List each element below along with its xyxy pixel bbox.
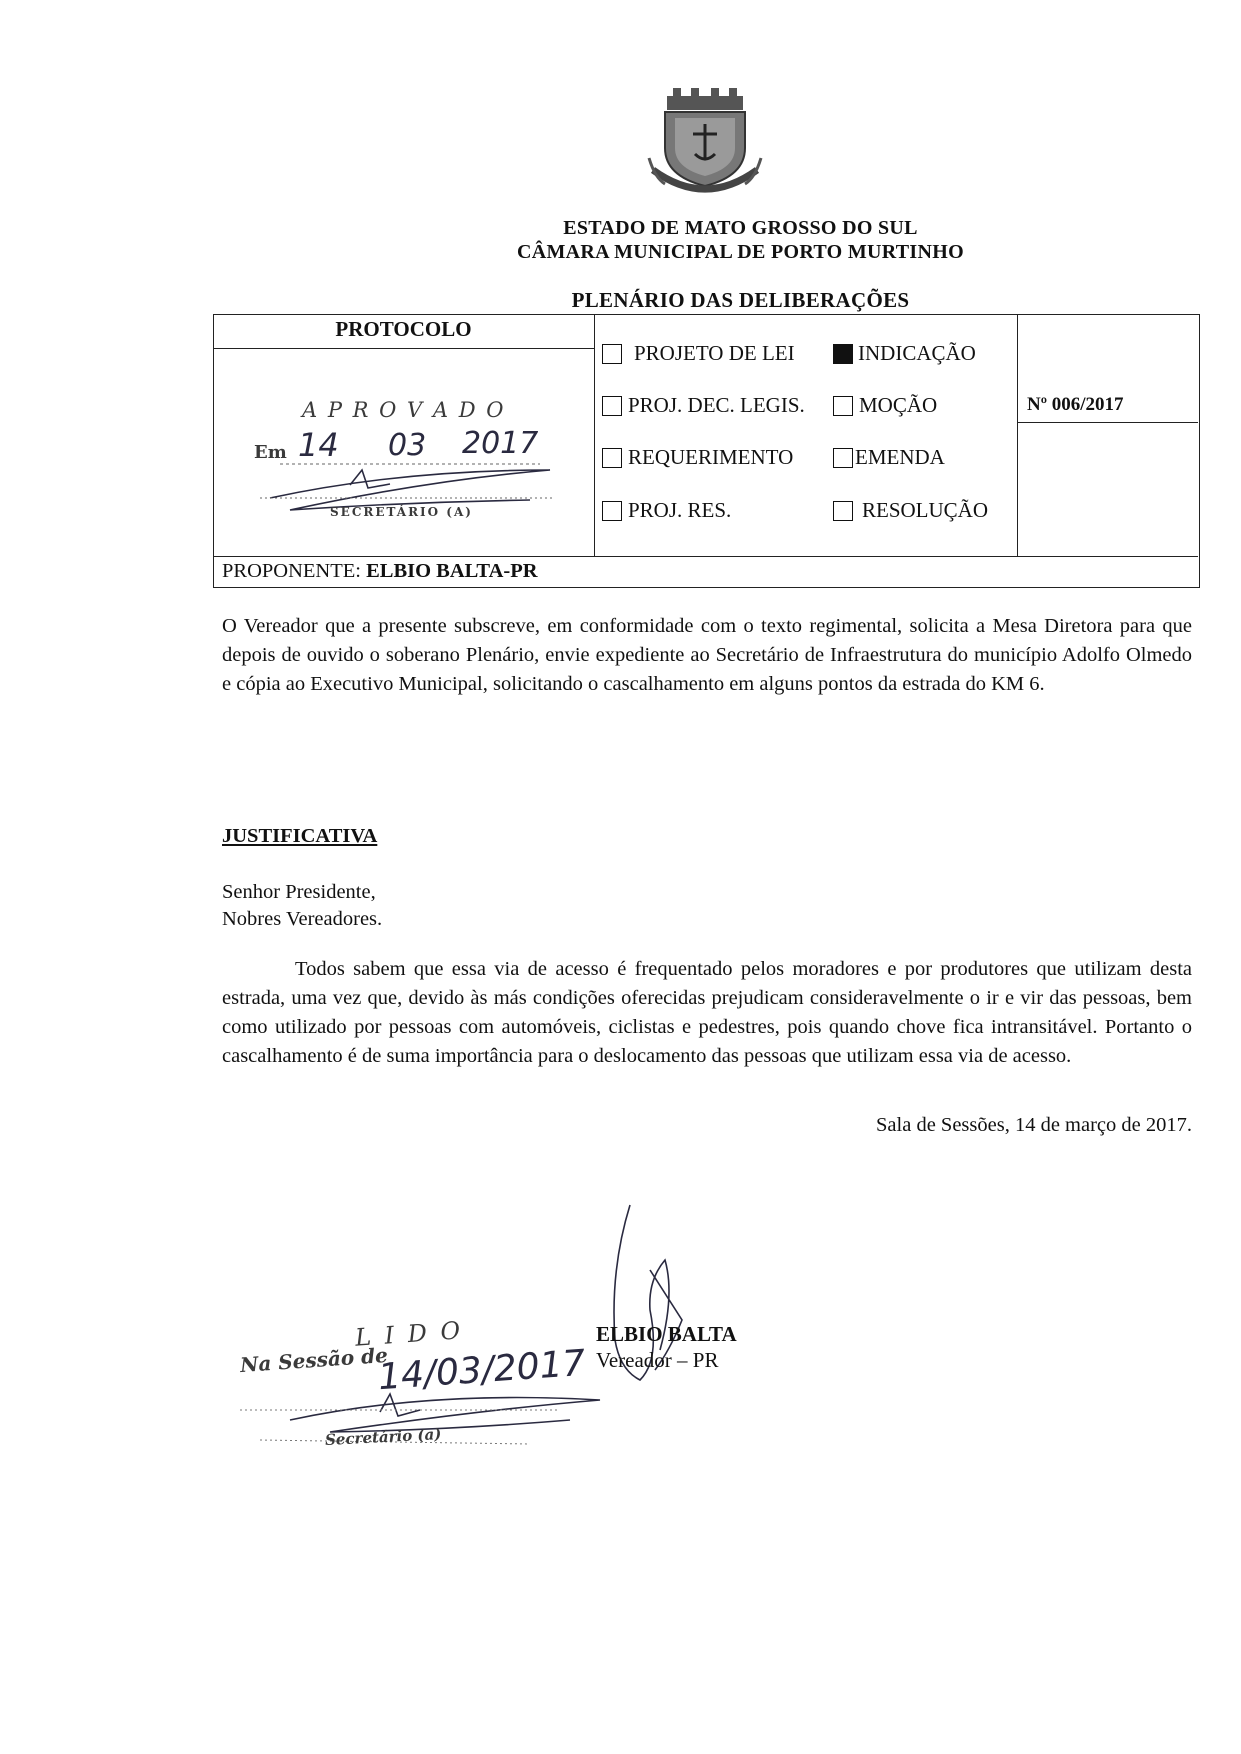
option-label-proj-dec-legis: PROJ. DEC. LEGIS. (628, 393, 805, 417)
salutation-councilors: Nobres Vereadores. (222, 908, 383, 930)
option-label-mocao: MOÇÃO (859, 393, 938, 417)
checkbox-proj-res[interactable] (602, 501, 622, 521)
approved-stamp-role: SECRETÁRIO (A) (330, 505, 473, 519)
proponent-row (222, 560, 538, 583)
approved-date-month: 03 (388, 428, 427, 463)
read-stamp-date: 14/03/2017 (376, 1342, 587, 1399)
signatory-name: ELBIO BALTA (596, 1322, 737, 1346)
proponent-line (213, 556, 1198, 557)
municipal-crest-logo (645, 88, 765, 198)
protocol-label: PROTOCOLO (335, 317, 472, 341)
checkbox-mocao[interactable] (833, 396, 853, 416)
number-divider (1017, 314, 1018, 556)
option-label-indicacao: INDICAÇÃO (858, 341, 976, 365)
state-heading: ESTADO DE MATO GROSSO DO SUL (563, 217, 918, 239)
option-label-emenda: EMENDA (855, 445, 945, 469)
protocol-divider (594, 314, 595, 556)
place-date: Sala de Sessões, 14 de março de 2017. (876, 1114, 1192, 1136)
checkbox-indicacao[interactable] (833, 344, 853, 364)
chamber-heading: CÂMARA MUNICIPAL DE PORTO MURTINHO (517, 241, 964, 263)
plenary-heading: PLENÁRIO DAS DELIBERAÇÕES (571, 288, 910, 312)
justification-paragraph: Todos sabem que essa via de acesso é frequentado pelos moradores e por produtores que utilizam desta estrada, uma vez que, devido às más condições oferecidas prejudicam consideravelmente o ir e vir das pessoas, bem como utilizado por pessoas com automóveis, ciclistas e pedestres, pois quando chove fica intransitável. Portanto o cascalhamento é de suma importância para o deslocamento das pessoas que utilizam essa via de acesso. (222, 958, 1192, 1067)
number-top-line (1017, 422, 1198, 423)
proponent-label: PROPONENTE: (222, 560, 361, 582)
approved-date-day: 14 (298, 426, 339, 464)
protocol-header-line (213, 348, 594, 349)
read-stamp-prefix: Na Sessão de (239, 1342, 389, 1378)
option-label-requerimento: REQUERIMENTO (628, 445, 794, 469)
option-label-resolucao: RESOLUÇÃO (862, 498, 989, 522)
signatory-role: Vereador – PR (596, 1348, 719, 1372)
checkbox-resolucao[interactable] (833, 501, 853, 521)
document-number: Nº 006/2017 (1027, 394, 1124, 415)
proponent-name: ELBIO BALTA-PR (366, 560, 538, 582)
approved-date-year: 2017 (462, 426, 539, 461)
option-label-projeto-de-lei: PROJETO DE LEI (634, 341, 795, 365)
read-stamp-role: Secretário (a) (324, 1424, 442, 1450)
salutation-president: Senhor Presidente, (222, 881, 376, 903)
approved-stamp-prefix: Em (254, 442, 287, 463)
intro-paragraph: O Vereador que a presente subscreve, em conformidade com o texto regimental, solicita a Mesa Diretora para que depois de ouvido o soberano Plenário, envie expediente ao Secretário de Infraestrutura do município Adolfo Olmedo e cópia ao Executivo Municipal, solicitando o cascalhamento em alguns pontos da estrada do KM 6. (222, 615, 1192, 695)
option-label-proj-res: PROJ. RES. (628, 498, 732, 522)
read-stamp-title: L I D O (354, 1316, 465, 1352)
checkbox-proj-dec-legis[interactable] (602, 396, 622, 416)
approved-stamp-title: A P R O V A D O (302, 398, 506, 422)
justification-heading: JUSTIFICATIVA (222, 825, 378, 847)
checkbox-projeto-de-lei[interactable] (602, 344, 622, 364)
checkbox-emenda[interactable] (833, 448, 853, 468)
checkbox-requerimento[interactable] (602, 448, 622, 468)
